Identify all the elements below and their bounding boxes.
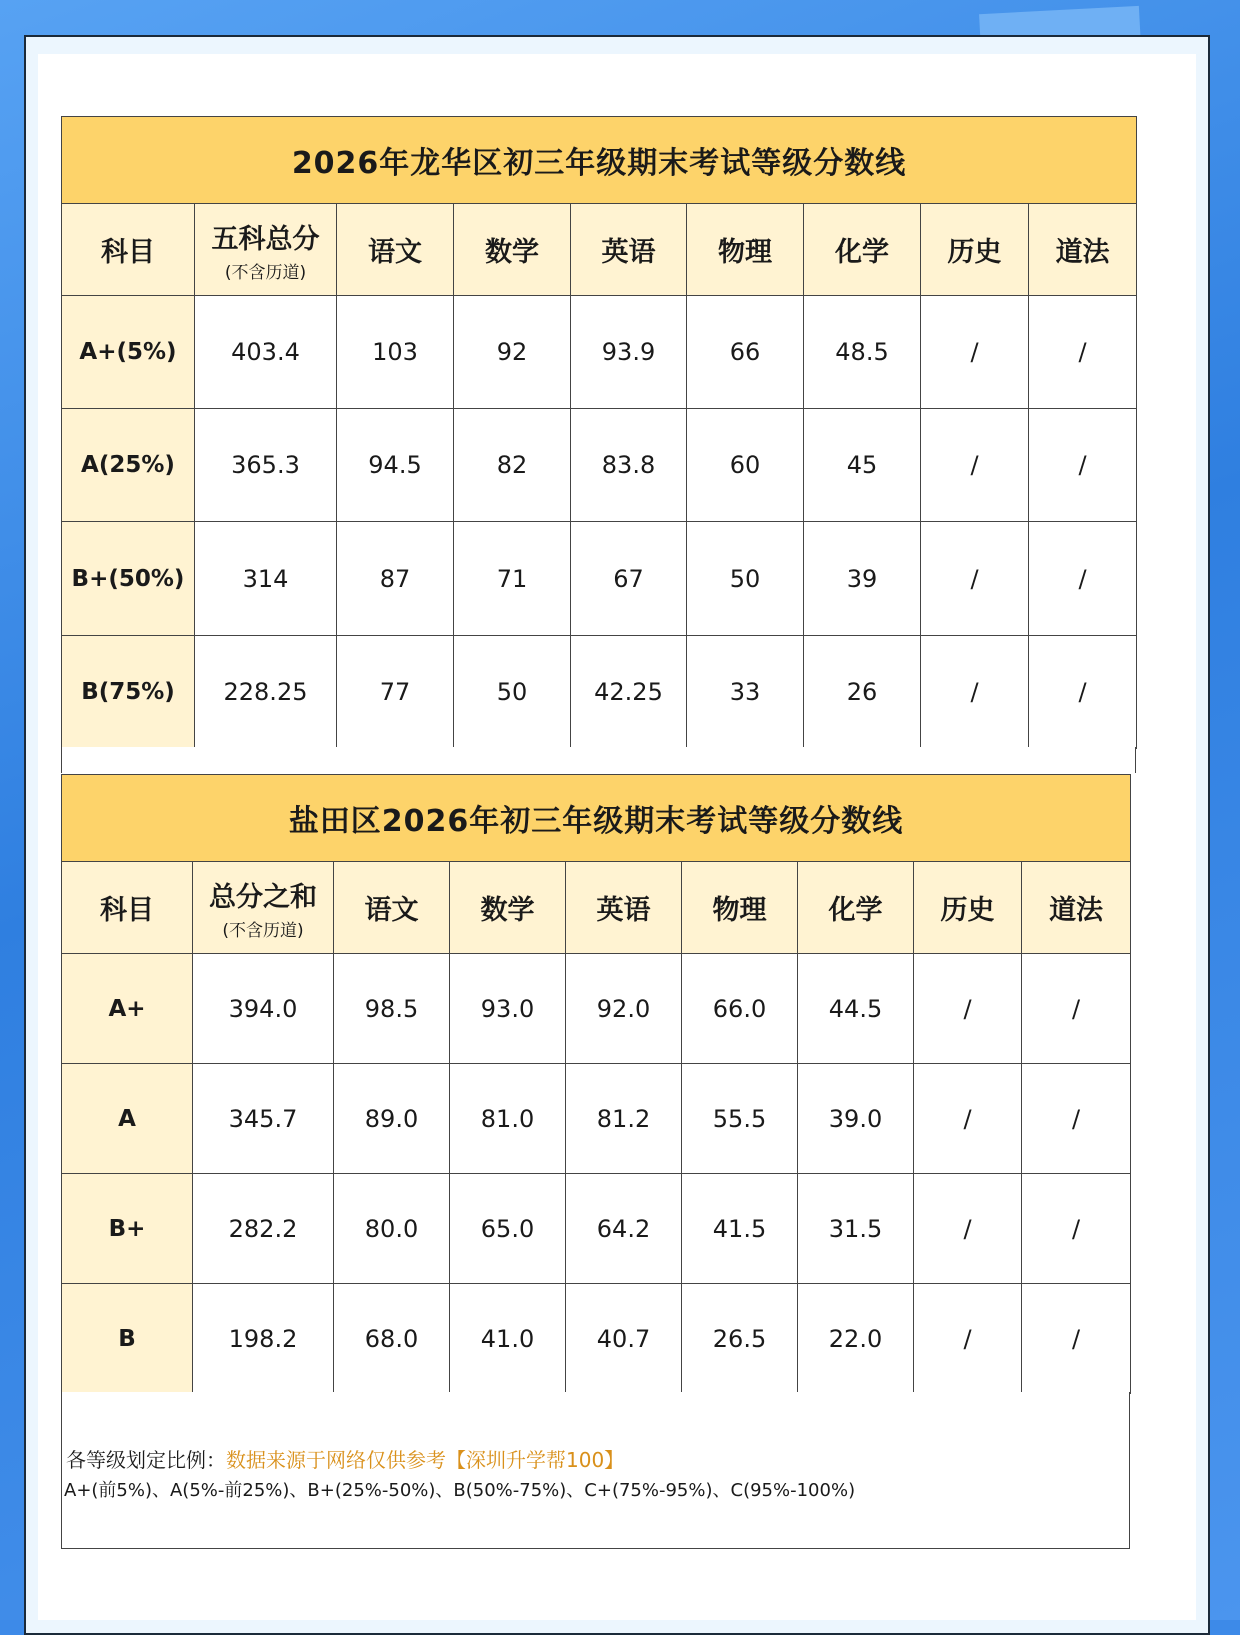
header-total: 总分之和 (不含历道) xyxy=(193,862,334,954)
value-cell: 50 xyxy=(687,522,804,636)
value-cell: 64.2 xyxy=(566,1174,682,1284)
header-row xyxy=(62,204,1137,296)
header-history: 历史 xyxy=(921,204,1029,296)
value-cell: 403.4 xyxy=(195,296,337,409)
header-history: 历史 xyxy=(914,862,1022,954)
value-cell: 81.2 xyxy=(566,1064,682,1174)
value-cell: 103 xyxy=(337,296,454,409)
value-cell: 33 xyxy=(687,636,804,749)
value-cell: / xyxy=(1029,409,1137,522)
grade-cell: B+ xyxy=(62,1174,193,1284)
value-cell: 98.5 xyxy=(334,954,450,1064)
table-spacer xyxy=(61,747,1136,773)
header-chemistry: 化学 xyxy=(798,862,914,954)
header-total: 五科总分 (不含历道) xyxy=(195,204,337,296)
value-cell: 66.0 xyxy=(682,954,798,1064)
value-cell: / xyxy=(1022,1064,1131,1174)
grade-cell: B+(50%) xyxy=(62,522,195,636)
header-politics: 道法 xyxy=(1022,862,1131,954)
header-english: 英语 xyxy=(571,204,687,296)
header-chemistry: 化学 xyxy=(804,204,921,296)
value-cell: 65.0 xyxy=(450,1174,566,1284)
value-cell: 40.7 xyxy=(566,1284,682,1394)
value-cell: 45 xyxy=(804,409,921,522)
grade-cell: A+(5%) xyxy=(62,296,195,409)
value-cell: 48.5 xyxy=(804,296,921,409)
value-cell: / xyxy=(914,954,1022,1064)
grade-cell: A+ xyxy=(62,954,193,1064)
header-subject: 科目 xyxy=(62,204,195,296)
value-cell: / xyxy=(1029,636,1137,749)
value-cell: / xyxy=(1029,522,1137,636)
footer-note-line xyxy=(66,1444,624,1473)
value-cell: 55.5 xyxy=(682,1064,798,1174)
table-title: 2026年龙华区初三年级期末考试等级分数线 xyxy=(62,117,1137,204)
header-chinese: 语文 xyxy=(337,204,454,296)
value-cell: 44.5 xyxy=(798,954,914,1064)
table-title: 盐田区2026年初三年级期末考试等级分数线 xyxy=(62,775,1131,862)
value-cell: 345.7 xyxy=(193,1064,334,1174)
value-cell: 26 xyxy=(804,636,921,749)
header-politics: 道法 xyxy=(1029,204,1137,296)
value-cell: 26.5 xyxy=(682,1284,798,1394)
header-physics: 物理 xyxy=(682,862,798,954)
value-cell: 68.0 xyxy=(334,1284,450,1394)
value-cell: 82 xyxy=(454,409,571,522)
value-cell: / xyxy=(914,1284,1022,1394)
header-row xyxy=(62,862,1131,954)
table-row xyxy=(62,954,1131,1064)
yantian-score-table xyxy=(61,774,1131,1394)
footer-label: 各等级划定比例： xyxy=(66,1448,226,1472)
value-cell: 87 xyxy=(337,522,454,636)
value-cell: / xyxy=(921,522,1029,636)
value-cell: 92 xyxy=(454,296,571,409)
value-cell: 71 xyxy=(454,522,571,636)
header-math: 数学 xyxy=(454,204,571,296)
value-cell: 93.0 xyxy=(450,954,566,1064)
value-cell: 41.5 xyxy=(682,1174,798,1284)
header-subject: 科目 xyxy=(62,862,193,954)
value-cell: 282.2 xyxy=(193,1174,334,1284)
longhua-score-table xyxy=(61,116,1137,749)
value-cell: / xyxy=(921,636,1029,749)
value-cell: 314 xyxy=(195,522,337,636)
value-cell: 228.25 xyxy=(195,636,337,749)
table-row xyxy=(62,1174,1131,1284)
value-cell: 93.9 xyxy=(571,296,687,409)
value-cell: 81.0 xyxy=(450,1064,566,1174)
table-row xyxy=(62,636,1137,749)
value-cell: / xyxy=(914,1064,1022,1174)
value-cell: 42.25 xyxy=(571,636,687,749)
value-cell: 67 xyxy=(571,522,687,636)
value-cell: 39.0 xyxy=(798,1064,914,1174)
value-cell: 60 xyxy=(687,409,804,522)
value-cell: / xyxy=(1022,954,1131,1064)
header-physics: 物理 xyxy=(687,204,804,296)
table-row xyxy=(62,296,1137,409)
footer-notes xyxy=(61,1392,1130,1549)
grade-cell: B(75%) xyxy=(62,636,195,749)
footer-ratios: A+(前5%)、A(5%-前25%)、B+(25%-50%)、B(50%-75%)、C+(75%-95%)、C(95%-100%) xyxy=(64,1480,856,1501)
value-cell: 394.0 xyxy=(193,954,334,1064)
value-cell: 66 xyxy=(687,296,804,409)
grade-cell: A xyxy=(62,1064,193,1174)
value-cell: 77 xyxy=(337,636,454,749)
value-cell: / xyxy=(921,296,1029,409)
value-cell: 365.3 xyxy=(195,409,337,522)
value-cell: / xyxy=(1029,296,1137,409)
value-cell: / xyxy=(921,409,1029,522)
header-chinese: 语文 xyxy=(334,862,450,954)
table-row xyxy=(62,1284,1131,1394)
table-row xyxy=(62,409,1137,522)
value-cell: 41.0 xyxy=(450,1284,566,1394)
value-cell: 80.0 xyxy=(334,1174,450,1284)
value-cell: 89.0 xyxy=(334,1064,450,1174)
table-row xyxy=(62,522,1137,636)
grade-cell: B xyxy=(62,1284,193,1394)
value-cell: 92.0 xyxy=(566,954,682,1064)
value-cell: 198.2 xyxy=(193,1284,334,1394)
value-cell: / xyxy=(1022,1174,1131,1284)
value-cell: 22.0 xyxy=(798,1284,914,1394)
value-cell: / xyxy=(1022,1284,1131,1394)
value-cell: 94.5 xyxy=(337,409,454,522)
value-cell: 50 xyxy=(454,636,571,749)
header-math: 数学 xyxy=(450,862,566,954)
header-english: 英语 xyxy=(566,862,682,954)
table-row xyxy=(62,1064,1131,1174)
footer-source: 数据来源于网络仅供参考【深圳升学帮100】 xyxy=(226,1448,625,1472)
value-cell: / xyxy=(914,1174,1022,1284)
value-cell: 39 xyxy=(804,522,921,636)
value-cell: 31.5 xyxy=(798,1174,914,1284)
grade-cell: A(25%) xyxy=(62,409,195,522)
value-cell: 83.8 xyxy=(571,409,687,522)
